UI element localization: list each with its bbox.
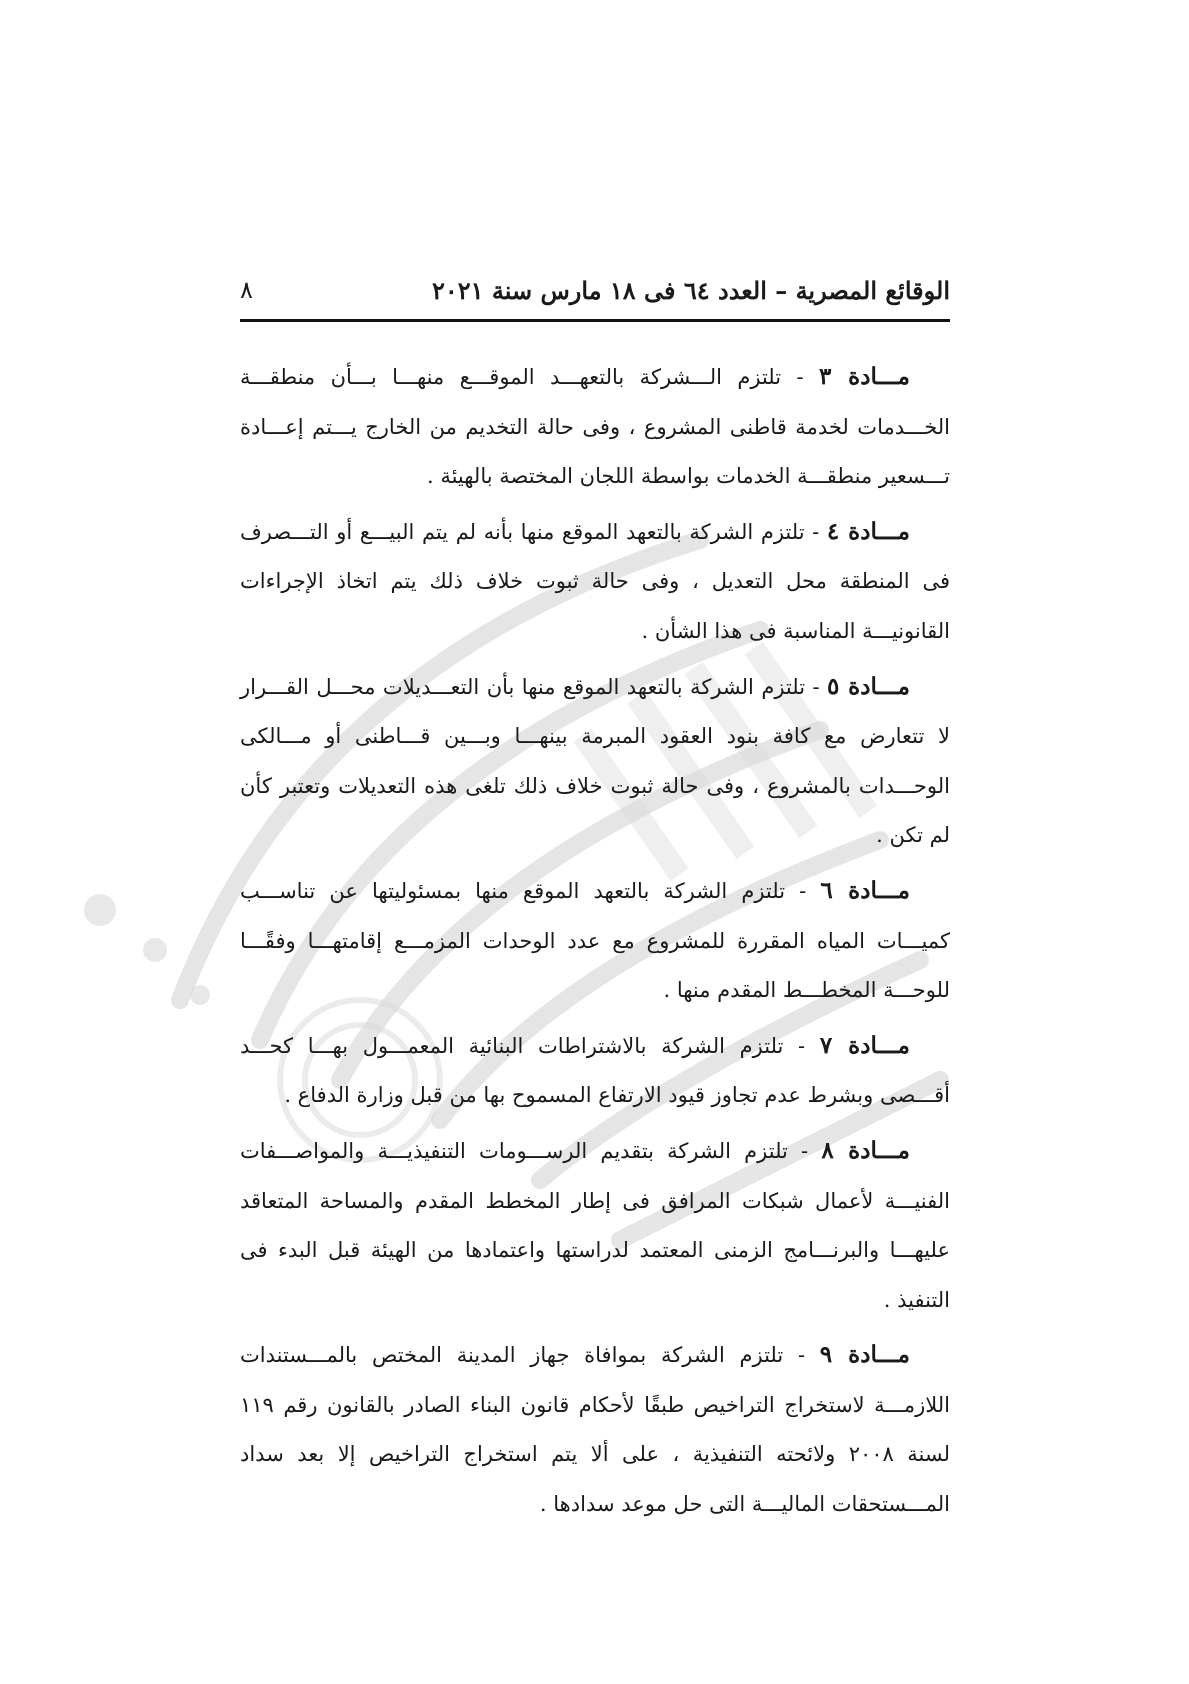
page-number: ٨ (240, 276, 253, 304)
article-label: مـــادة ٤ (826, 517, 910, 545)
article-7 (240, 1021, 950, 1121)
article-label: مـــادة ٣ (819, 363, 910, 390)
article-5 (240, 662, 950, 861)
article-3 (240, 352, 950, 502)
article-label: مـــادة ٧ (819, 1031, 911, 1059)
article-text: - تلتزم الشركة بالاشتراطات البنائية المعمـــول بهـــا كحـــد أقـــصى وبشرط عدم تجاوز قيود الارتفاع المسموح بها من قبل وزارة الدفاع . (240, 1033, 950, 1108)
page-header (240, 268, 950, 312)
article-label: مـــادة ٦ (820, 876, 910, 904)
article-text: - تلتزم الشركة بموافاة جهاز المدينة المختص بالمـــستندات اللازمـــة لاستخراج التراخيص طبقًا لأحكام قانون البناء الصادر بالقانون رقم ١١٩ لسنة ٢٠٠٨ ولائحته التنفيذية ، على ألا يتم استخراج التراخيص إلا بعد سداد المـــستحقات الماليـــة التى حل موعد سدادها . (240, 1343, 951, 1517)
article-text: - تلتزم الـــشركة بالتعهـــد الموقـــع منهـــا بـــأن منطقـــة الخـــدمات لخدمة قاطنى المشروع ، وفى حالة التخديم من الخارج يـــتم إعـــادة تـــسعير منطقـــة الخدمات بواسطة اللجان المختصة بالهيئة . (240, 365, 950, 489)
article-text: - تلتزم الشركة بالتعهد الموقع منها بأن التعـــديلات محـــل القـــرار لا تتعارض مع كافة بنود العقود المبرمة بينهـــا وبـــين قـــاطنى أو مـــالكى الوحـــدات بالمشروع ، وفى حالة ثبوت خلاف ذلك تلغى هذه التعديلات وتعتبر كأن لم تكن . (240, 674, 950, 848)
article-text: - تلتزم الشركة بالتعهد الموقع منها بأنه لم يتم البيـــع أو التـــصرف فى المنطقة محل التعديل ، وفى حالة ثبوت خلاف ذلك يتم اتخاذ الإجراءات القانونيـــة المناسبة فى هذا الشأن . (240, 519, 950, 643)
article-text: - تلتزم الشركة بتقديم الرســـومات التنفيذيـــة والمواصـــفات الفنيـــة لأعمال شبكات المرافق فى إطار المخطط المقدم والمساحة المتعاقد عليهـــا والبرنـــامج الزمنى المعتمد لدراستها واعتمادها من الهيئة قبل البدء فى التنفيذ . (240, 1138, 950, 1312)
header-divider (240, 319, 950, 322)
gazette-title: الوقائع المصرية – العدد ٦٤ فى ١٨ مارس سنة ٢٠٢١ (432, 275, 950, 305)
articles-body (240, 352, 950, 1535)
article-4 (240, 507, 950, 657)
article-6 (240, 866, 950, 1016)
article-text: - تلتزم الشركة بالتعهد الموقع منها بمسئوليتها عن تناســـب كميـــات المياه المقررة للمشروع مع عدد الوحدات المزمـــع إقامتهـــا وفقًـــا للوحـــة المخطـــط المقدم منها . (240, 878, 950, 1003)
article-label: مـــادة ٩ (819, 1341, 910, 1369)
article-label: مـــادة ٥ (827, 672, 911, 700)
article-9 (240, 1330, 950, 1529)
article-label: مـــادة ٨ (821, 1136, 911, 1164)
article-8 (240, 1126, 950, 1325)
